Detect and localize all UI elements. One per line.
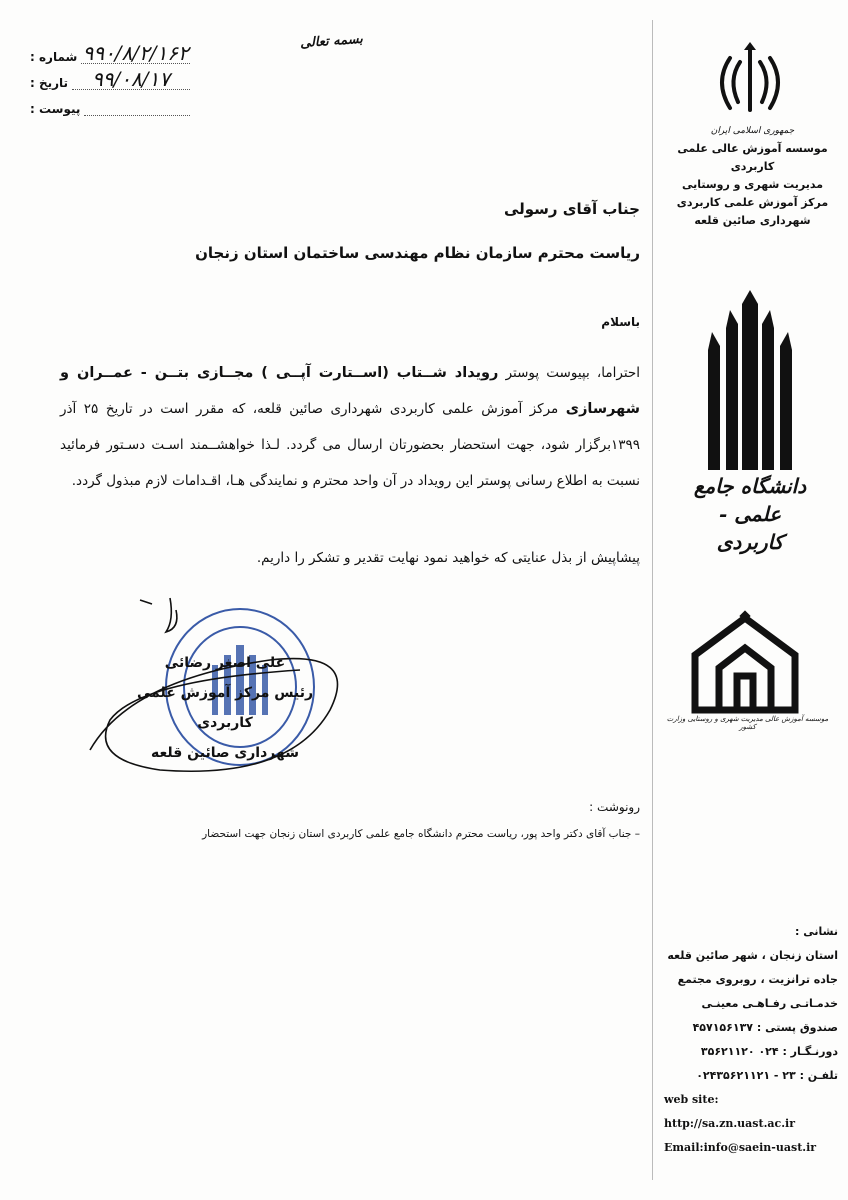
contact-block xyxy=(660,920,838,1160)
fax: دورنـگـار : ۰۲۴ ۳۵۶۲۱۱۲۰ xyxy=(700,1045,838,1058)
pobox: صندوق پستی : ۴۵۷۱۵۶۱۳۷ xyxy=(692,1021,838,1034)
email: Email:info@saein-uast.ir xyxy=(664,1141,817,1154)
letterhead-sidebar xyxy=(660,0,840,1200)
sidebar-divider xyxy=(652,20,653,1180)
republic-text: جمهوری اسلامی ایران xyxy=(710,126,795,136)
body-intro: احتراما، بپیوست پوستر xyxy=(505,365,640,381)
cc-title: رونوشت : xyxy=(589,800,640,814)
number-value: ۹۹۰/۸/۲/۱۶۲ xyxy=(82,41,189,65)
uast-name xyxy=(690,472,810,556)
address-line-2: جاده ترانزیت ، روبروی مجتمع xyxy=(677,973,838,986)
attachment-blank xyxy=(84,105,190,116)
date-value: ۹۹/۰۸/۱۷ xyxy=(72,69,190,90)
address-line-1: استان زنجان ، شهر صائین قلعه xyxy=(667,949,838,962)
org-line-4: شهرداری صائین قلعه xyxy=(694,214,811,227)
greeting: باسلام xyxy=(601,315,640,329)
uast-name-line-2: علمی - کاربردی xyxy=(716,502,784,554)
org-block xyxy=(665,122,840,230)
letter-meta xyxy=(30,38,190,116)
website: web site: http://sa.zn.uast.ac.ir xyxy=(664,1093,796,1130)
institute-caption: موسسه آموزش عالی مدیریت شهری و روستایی وزارت کشور xyxy=(666,715,829,731)
phone: تلفـن : ۲۳ - ۰۲۴۳۵۶۲۱۱۲۱ xyxy=(696,1069,838,1082)
letter-body xyxy=(60,355,640,499)
closing-line: پیشاپیش از بذل عنایتی که خواهید نمود نهایت تقدیر و تشکر را داریم. xyxy=(256,550,640,566)
signer-name: علی اصغر رضائی xyxy=(164,655,286,671)
number-row xyxy=(30,38,190,64)
org-line-3: مرکز آموزش علمی کاربردی xyxy=(676,196,829,209)
cc-item: – جناب آقای دکتر واحد پور، ریاست محترم دانشگاه جامع علمی کاربردی استان زنجان جهت استحضار xyxy=(202,828,640,840)
signature-block xyxy=(120,648,330,768)
number-label: شماره : xyxy=(30,50,78,64)
event-name: رویداد شــتاب (اســتارت آپــی ) مجــازی بتــن - عمــران و شهرسازی xyxy=(60,365,640,417)
org-line-2: مدیریت شهری و روستایی xyxy=(681,178,824,191)
date-row xyxy=(30,64,190,90)
attachment-label: پیوست : xyxy=(30,102,81,116)
uast-name-line-1: دانشگاه جامع xyxy=(693,474,807,498)
iran-emblem-icon xyxy=(710,40,790,120)
attachment-row xyxy=(30,90,190,116)
date-label: تاریخ : xyxy=(30,76,69,90)
signer-title-2: شهرداری صائین قلعه xyxy=(151,745,299,761)
addressee-title: ریاست محترم سازمان نظام مهندسی ساختمان استان زنجان xyxy=(195,244,640,262)
institute-logo-icon xyxy=(685,610,805,715)
uast-logo-icon xyxy=(700,290,800,470)
address-label: نشانی : xyxy=(795,925,838,938)
body-rest: مرکز آموزش علمی کاربردی شهرداری صائین قلعه، که مقرر است در تاریخ ۲۵ آذر ۱۳۹۹برگزار شود، جهت استحضار بحضورتان ارسال می گردد. لـذا خواهشــمند اسـت دسـتور فرمائید نسبت به اطلاع رسانی پوستر این رویداد در آن واحد محترم و نمایندگی هـا، اقـدامات لازم مبذول گردد. xyxy=(60,401,640,489)
signer-title-1: رئیس مرکز آموزش علمی کاربردی xyxy=(136,685,314,731)
addressee-name: جناب آقای رسولی xyxy=(503,200,640,218)
address-line-3: خدمـاتـی رفـاهـی معینـی xyxy=(701,997,838,1010)
org-line-1: موسسه آموزش عالی علمی کاربردی xyxy=(677,142,828,173)
basmala: بسمه تعالی xyxy=(299,31,364,52)
